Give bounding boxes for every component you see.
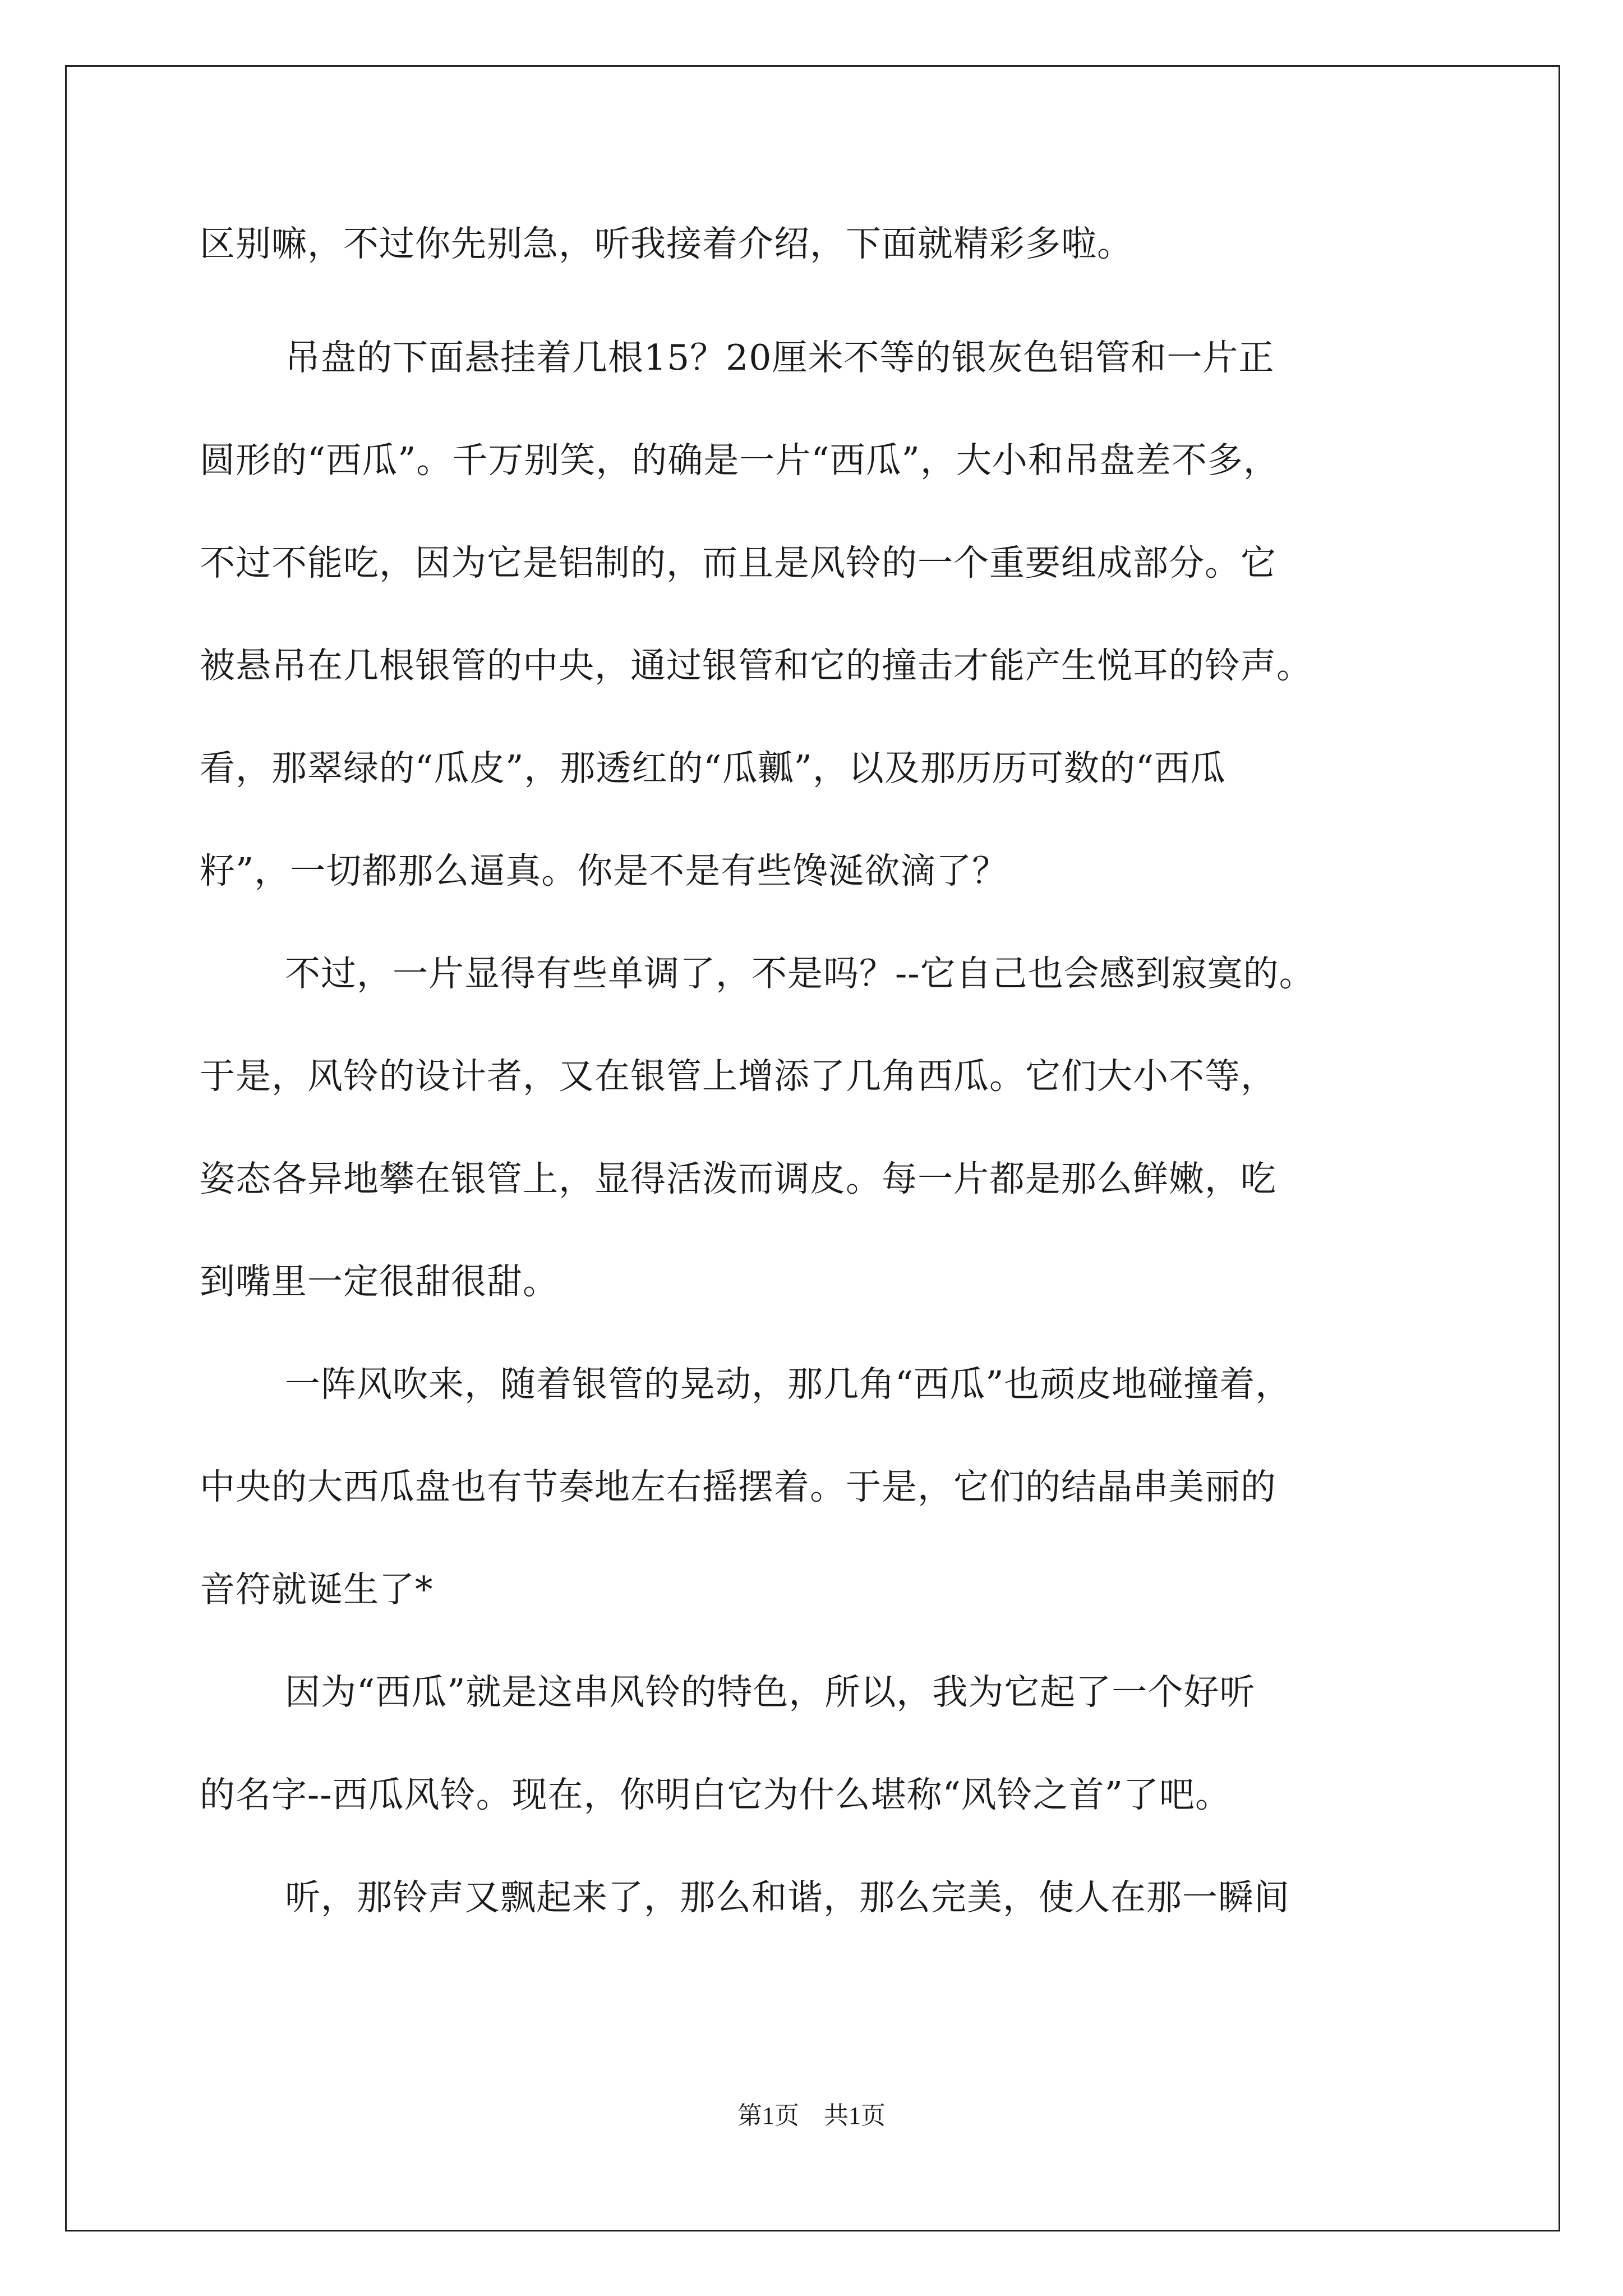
text-line: 的名字--西瓜风铃。现在，你明白它为什么堪称“风铃之首”了吧。	[200, 1774, 1231, 1815]
text-line: 区别嘛，不过你先别急，听我接着介绍，下面就精彩多啦。	[200, 223, 1133, 264]
page-number-footer: 第1页 共1页	[737, 2102, 886, 2129]
text-line: 不过不能吃，因为它是铝制的，而且是风铃的一个重要组成部分。它	[200, 542, 1276, 583]
paragraph-first-line: 吊盘的下面悬挂着几根15？20厘米不等的银灰色铝管和一片正	[285, 337, 1275, 378]
text-line: 被悬吊在几根银管的中央，通过银管和它的撞击才能产生悦耳的铃声。	[200, 645, 1312, 686]
text-line: 圆形的“西瓜”。千万别笑，的确是一片“西瓜”，大小和吊盘差不多，	[200, 440, 1279, 481]
text-line: 音符就诞生了*	[200, 1569, 434, 1610]
text-line: 于是，风铃的设计者，又在银管上增添了几角西瓜。它们大小不等，	[200, 1056, 1276, 1097]
paragraph-first-line: 因为“西瓜”就是这串风铃的特色，所以，我为它起了一个好听	[285, 1672, 1256, 1713]
text-line: 籽”，一切都那么逼真。你是不是有些馋涎欲滴了？	[200, 850, 1008, 891]
paragraph-first-line: 听，那铃声又飘起来了，那么和谐，那么完美，使人在那一瞬间	[285, 1877, 1290, 1918]
text-line: 看，那翠绿的“瓜皮”，那透红的“瓜瓤”，以及那历历可数的“西瓜	[200, 748, 1227, 789]
text-line: 到嘴里一定很甜很甜。	[200, 1261, 559, 1302]
text-line: 姿态各异地攀在银管上，显得活泼而调皮。每一片都是那么鲜嫩，吃	[200, 1158, 1276, 1199]
paragraph-first-line: 不过，一片显得有些单调了，不是吗？--它自己也会感到寂寞的。	[285, 953, 1315, 994]
paragraph-first-line: 一阵风吹来，随着银管的晃动，那几角“西瓜”也顽皮地碰撞着，	[285, 1364, 1292, 1405]
text-line: 中央的大西瓜盘也有节奏地左右摇摆着。于是，它们的结晶串美丽的	[200, 1466, 1276, 1507]
